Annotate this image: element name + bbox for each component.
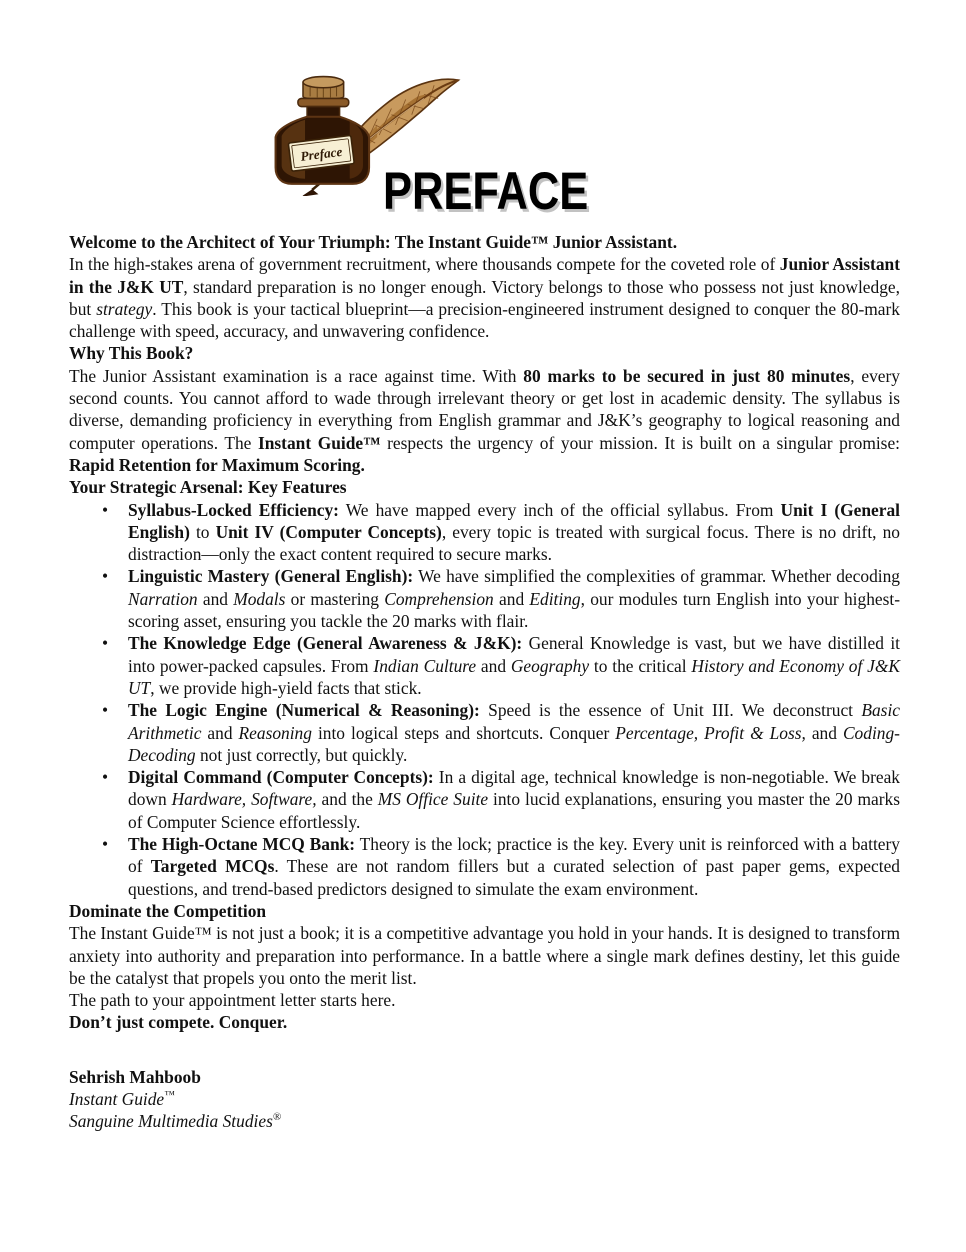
text-run: Comprehension bbox=[384, 588, 494, 609]
text-run: Geography bbox=[510, 655, 590, 676]
ink-bottle bbox=[276, 77, 370, 184]
brand-name: Instant Guide bbox=[69, 1088, 165, 1109]
text-run: History and Economy of J&K UT bbox=[128, 655, 900, 698]
text-run: MS Office Suite bbox=[377, 789, 489, 810]
text-run: , every second counts. You cannot afford to wade through irrelevant theory or get lost in academic density. The syllabus is diverse, demanding proficiency in everything from English grammar and J&K’s geography to logical reasoning and computer operations. The bbox=[69, 365, 900, 453]
text-run: Speed is the essence of Unit III. We deconstruct bbox=[479, 700, 862, 721]
feature-item bbox=[69, 699, 900, 766]
text-run: to the critical bbox=[589, 655, 692, 676]
text-run: and bbox=[201, 722, 239, 743]
text-run: and bbox=[476, 655, 511, 676]
text-run: The path to your appointment letter starts here. bbox=[69, 990, 396, 1011]
text-run: and the bbox=[316, 789, 378, 810]
text-run: Hardware, Software, bbox=[171, 789, 317, 810]
text-run: Narration bbox=[128, 588, 198, 609]
text-run: , every topic is treated with surgical focus. There is no drift, no distraction—only the exact content required to secure marks. bbox=[128, 521, 900, 565]
text-run: Dominate the Competition bbox=[69, 900, 267, 921]
text-run: Unit I (General English) bbox=[128, 499, 900, 542]
studio-name: Sanguine Multimedia Studies bbox=[69, 1111, 273, 1132]
feature-item bbox=[69, 833, 900, 900]
text-run: The Knowledge Edge (General Awareness & J&K): bbox=[128, 633, 523, 654]
bullet-icon: • bbox=[102, 499, 109, 520]
preface-header bbox=[0, 0, 966, 230]
text-run: Percentage, Profit & Loss, bbox=[615, 722, 806, 743]
paragraph bbox=[69, 922, 900, 989]
text-run: 80 marks to be secured in just 80 minutes bbox=[523, 365, 851, 386]
body-blocks bbox=[69, 231, 900, 1034]
bullet-icon: • bbox=[102, 566, 109, 587]
text-run: Your Strategic Arsenal: Key Features bbox=[69, 477, 347, 498]
text-run: , we provide high-yield facts that stick. bbox=[150, 677, 422, 698]
text-run: Indian Culture bbox=[373, 655, 477, 676]
bottle-label-text: Preface bbox=[299, 143, 344, 164]
text-run: Coding-Decoding bbox=[128, 722, 900, 765]
text-run: Unit IV (Computer Concepts) bbox=[215, 521, 442, 542]
text-run: , standard preparation is no longer enough. Victory belongs to those who possess not just knowledge, but bbox=[69, 276, 900, 319]
text-run: and bbox=[493, 588, 530, 609]
text-run: . These are not random fillers but a curated selection of past paper gems, expected questions, and trend-based predictors designed to simulate the exam environment. bbox=[128, 856, 900, 899]
text-run: respects the urgency of your mission. It is built on a singular promise: bbox=[380, 432, 901, 453]
text-run: The Logic Engine (Numerical & Reasoning): bbox=[128, 700, 480, 721]
bullet-icon: • bbox=[102, 633, 109, 654]
text-run: Targeted MCQs bbox=[150, 856, 275, 877]
text-run: Basic Arithmetic bbox=[128, 700, 900, 743]
text-run: The High-Octane MCQ Bank: bbox=[128, 834, 356, 855]
text-run: Instant Guide™ bbox=[257, 432, 381, 453]
text-run: Theory is the lock; practice is the key. Every unit is reinforced with a battery of bbox=[128, 834, 900, 877]
text-run: and bbox=[197, 588, 234, 609]
text-run: General Knowledge is vast, but we have distilled it into power-packed capsules. From bbox=[128, 633, 900, 676]
trademark-symbol: ™ bbox=[164, 1089, 175, 1102]
text-run: not just correctly, but quickly. bbox=[195, 744, 408, 765]
text-run: We have simplified the complexities of grammar. Whether decoding bbox=[413, 566, 900, 587]
text-run: , our modules turn English into your highest-scoring asset, ensuring you tackle the 20 marks with flair. bbox=[128, 588, 901, 632]
bullet-icon: • bbox=[102, 767, 109, 788]
paragraph bbox=[69, 253, 900, 342]
text-run: Why This Book? bbox=[69, 343, 194, 364]
text-run: Reasoning bbox=[238, 722, 312, 743]
text-run: Junior Assistant in the J&K UT bbox=[69, 254, 900, 297]
page-title: PREFACE bbox=[383, 162, 589, 221]
bullet-icon: • bbox=[102, 700, 109, 721]
studio-line bbox=[69, 1110, 900, 1132]
text-run: We have mapped every inch of the official syllabus. From bbox=[338, 499, 781, 520]
paragraph bbox=[69, 365, 900, 476]
text-run: Rapid Retention for Maximum Scoring. bbox=[69, 454, 365, 475]
feature-item bbox=[69, 499, 900, 566]
preface-body bbox=[69, 231, 900, 1133]
text-run: or mastering bbox=[285, 588, 385, 609]
feature-item bbox=[69, 632, 900, 699]
text-run: strategy bbox=[96, 298, 153, 319]
registered-symbol: ® bbox=[272, 1111, 282, 1124]
section-heading bbox=[69, 342, 900, 364]
text-run: Digital Command (Computer Concepts): bbox=[128, 767, 434, 788]
text-run: to bbox=[189, 521, 216, 542]
brand-line bbox=[69, 1088, 900, 1110]
signature-block bbox=[69, 1066, 900, 1133]
text-run: Editing bbox=[529, 588, 581, 609]
feature-item bbox=[69, 565, 900, 632]
paragraph bbox=[69, 1011, 900, 1033]
text-run: . This book is your tactical blueprint—a precision-engineered instrument designed to conquer the 80-mark challenge with speed, accuracy, and unwavering confidence. bbox=[69, 298, 900, 342]
text-run: The Instant Guide™ is not just a book; it is a competitive advantage you hold in your hands. It is designed to transform anxiety into authority and preparation into performance. In a battle where a single mark defines destiny, let this guide be the catalyst that propels you onto the merit list. bbox=[69, 923, 900, 988]
text-run: Welcome to the Architect of Your Triumph: The Instant Guide™ Junior Assistant. bbox=[69, 232, 678, 252]
feature-item bbox=[69, 766, 900, 833]
feature-list bbox=[69, 499, 900, 900]
paragraph bbox=[69, 989, 900, 1011]
section-heading bbox=[69, 476, 900, 498]
text-run: and bbox=[805, 722, 843, 743]
section-heading bbox=[69, 231, 900, 253]
text-run: into logical steps and shortcuts. Conquer bbox=[311, 722, 616, 743]
text-run: Modals bbox=[233, 588, 286, 609]
text-run: Don’t just compete. Conquer. bbox=[69, 1012, 288, 1033]
text-run: Linguistic Mastery (General English): bbox=[128, 566, 414, 587]
text-run: Syllabus-Locked Efficiency: bbox=[128, 499, 339, 520]
text-run: In the high-stakes arena of government recruitment, where thousands compete for the coveted role of bbox=[69, 254, 780, 275]
text-run: into lucid explanations, ensuring you master the 20 marks of Computer Science effortlessly. bbox=[128, 789, 900, 832]
section-heading bbox=[69, 900, 900, 922]
author-name: Sehrish Mahboob bbox=[69, 1066, 201, 1087]
text-run: The Junior Assistant examination is a race against time. With bbox=[69, 365, 524, 386]
text-run: In a digital age, technical knowledge is non-negotiable. We break down bbox=[128, 767, 901, 810]
bullet-icon: • bbox=[102, 834, 109, 855]
